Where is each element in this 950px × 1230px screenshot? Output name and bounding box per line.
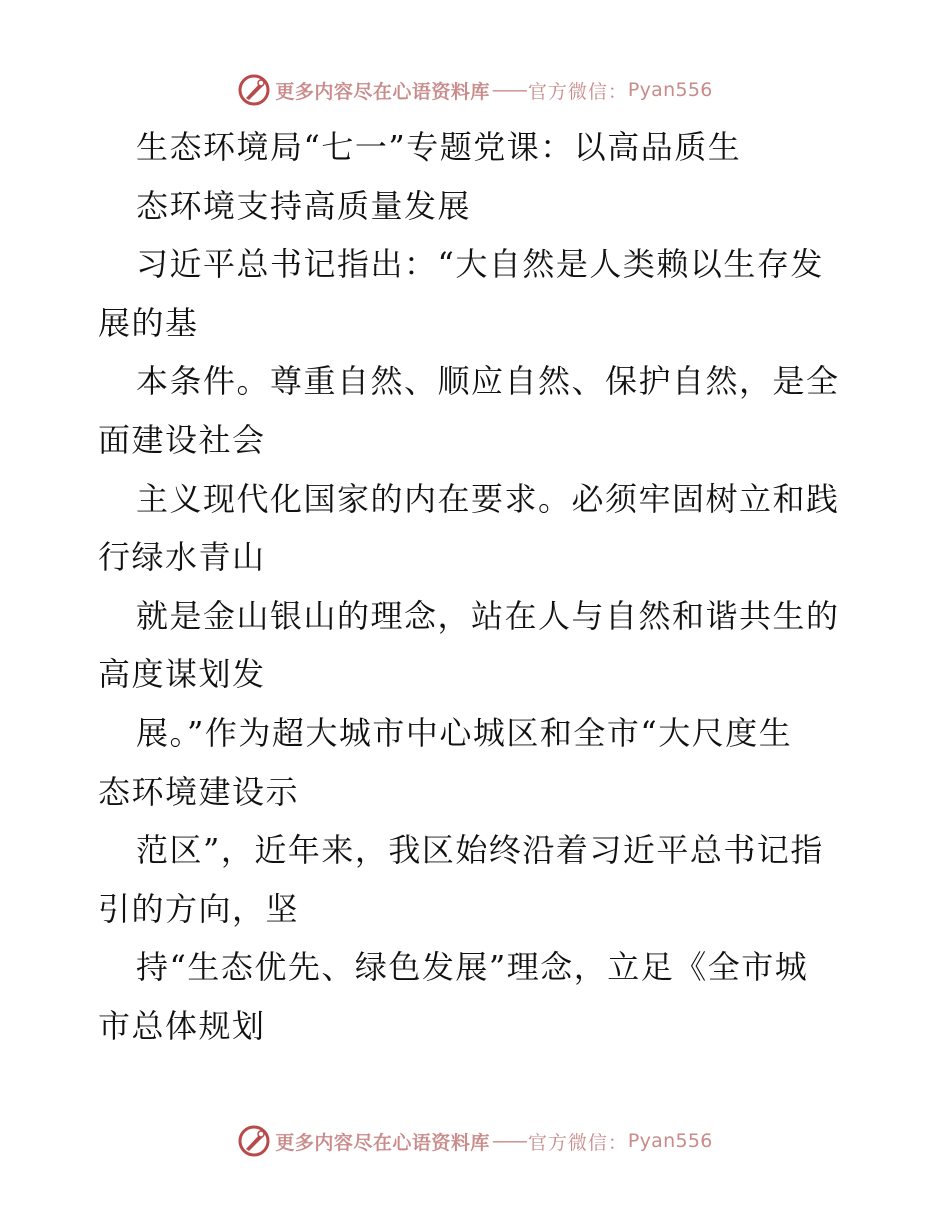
- paragraph-line: 主义现代化国家的内在要求。必须牢固树立和践: [136, 479, 840, 518]
- banner-wechat-id: Pyan556: [627, 79, 713, 101]
- paragraph-3: [98, 235, 858, 352]
- banner-site-text: 更多内容尽在心语资料库: [275, 1131, 490, 1154]
- banner-separator: ——: [491, 1130, 526, 1152]
- paragraph-continuation: 态环境建设示: [98, 772, 300, 811]
- paragraph-continuation: 行绿水青山: [98, 538, 266, 577]
- paragraph-continuation: 展的基: [98, 303, 199, 342]
- banner-wechat-label: 官方微信：: [527, 80, 628, 103]
- paragraph-continuation: 高度谋划发: [98, 655, 266, 694]
- banner-site-text: 更多内容尽在心语资料库: [275, 80, 490, 103]
- paragraph-7: [98, 704, 858, 821]
- paragraph-continuation: 市总体规划: [98, 1006, 266, 1045]
- paragraph-1: [98, 118, 858, 177]
- footer-watermark-banner: [0, 1121, 950, 1161]
- paragraph-continuation: 引的方向，坚: [98, 889, 300, 928]
- banner-wechat-label: 官方微信：: [527, 1131, 628, 1154]
- paragraph-line: 范区”，近年来，我区始终沿着习近平总书记指: [136, 831, 824, 870]
- paragraph-5: [98, 470, 858, 587]
- document-body: [98, 118, 858, 1056]
- paragraph-4: [98, 352, 858, 469]
- logo-icon: [237, 1124, 271, 1158]
- paragraph-line: 就是金山银山的理念，站在人与自然和谐共生的: [136, 596, 840, 635]
- paragraph-line: 态环境支持高质量发展: [136, 186, 472, 225]
- paragraph-line: 生态环境局“七一”专题党课：以高品质生: [136, 128, 742, 166]
- paragraph-9: [98, 938, 858, 1055]
- paragraph-line: 习近平总书记指出：“大自然是人类赖以生存发: [136, 245, 824, 284]
- paragraph-line: 本条件。尊重自然、顺应自然、保护自然，是全: [136, 362, 840, 401]
- banner-wechat-id: Pyan556: [627, 1130, 713, 1152]
- paragraph-8: [98, 821, 858, 938]
- logo-icon: [237, 73, 271, 107]
- banner-separator: ——: [491, 79, 526, 101]
- paragraph-line: 展。”作为超大城市中心城区和全市“大尺度生: [136, 713, 793, 752]
- paragraph-line: 持“生态优先、绿色发展”理念，立足《全市城: [136, 948, 809, 987]
- header-watermark-banner: [0, 70, 950, 110]
- paragraph-continuation: 面建设社会: [98, 420, 266, 459]
- paragraph-6: [98, 587, 858, 704]
- paragraph-2: [98, 177, 858, 236]
